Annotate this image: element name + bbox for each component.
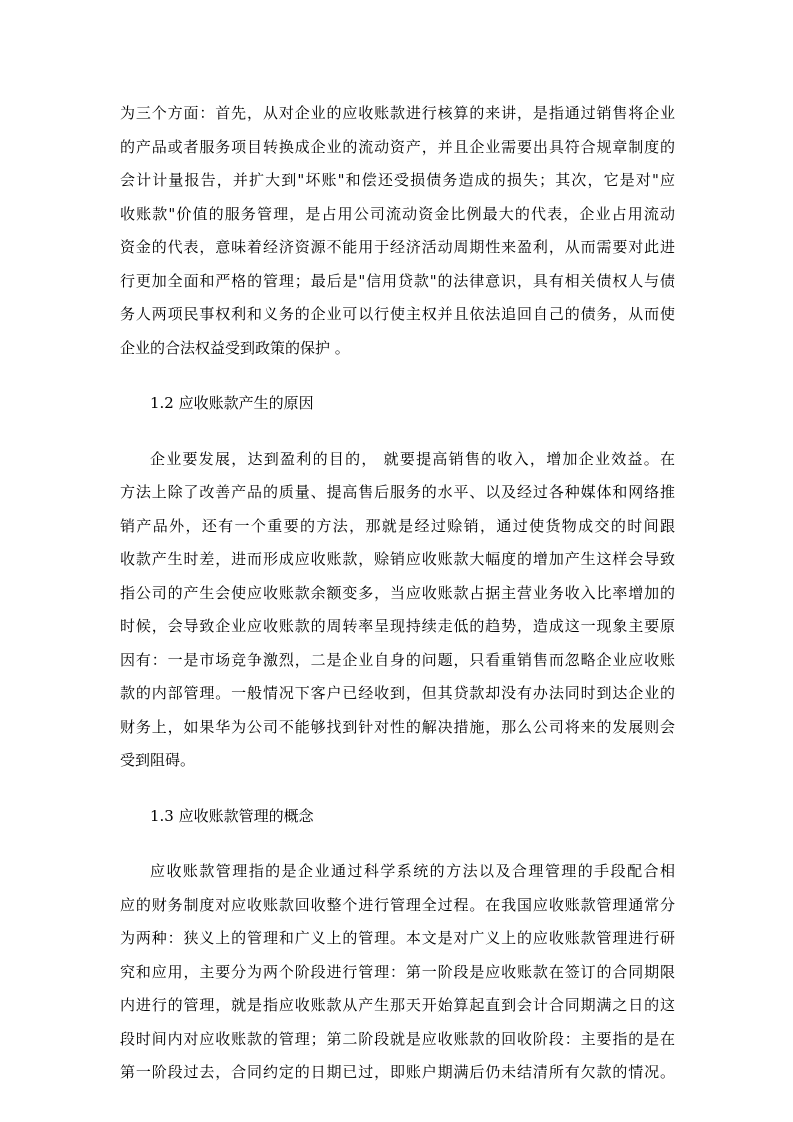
spacer [120, 833, 675, 855]
text-line: 销产品外，还有一个重要的方法，那就是经过赊销，通过使货物成交的时间跟 [120, 516, 675, 535]
text-line: 会计计量报告，并扩大到"坏账"和偿还受损债务造成的损失；其次，它是对"应 [120, 171, 675, 189]
text-line: 内进行的管理，就是指应收账款从产生那天开始算起直到会计合同期满之日的这 [120, 996, 675, 1014]
text-line: 方法上除了改善产品的质量、提高售后服务的水平、以及经过各种媒体和网络推 [120, 483, 675, 501]
spacer [120, 421, 675, 443]
document-page [120, 97, 675, 1090]
text-line: 款的内部管理。一般情况下客户已经收到，但其贷款却没有办法同时到达企业的 [120, 684, 675, 702]
text-line: 应收账款管理指的是企业通过科学系统的方法以及合理管理的手段配合相 [150, 862, 675, 880]
text-line: 行更加全面和严格的管理；最后是"信用贷款"的法律意识，具有相关债权人与债 [120, 271, 675, 290]
text-line: 务人两项民事权利和义务的企业可以行使主权并且依法追回自己的债务，从而使 [120, 305, 675, 323]
text-line: 为三个方面：首先，从对企业的应收账款进行核算的来讲，是指通过销售将企业 [120, 104, 675, 122]
paragraph [120, 443, 675, 778]
text-line: 收款产生时差，进而形成应收账款，赊销应收账款大幅度的增加产生这样会导致 [120, 550, 675, 568]
text-line: 指公司的产生会使应收账款余额变多，当应收账款占据主营业务收入比率增加的 [120, 583, 675, 602]
text-line: 时候，会导致企业应收账款的周转率呈现持续走低的趋势，造成这一现象主要原 [120, 617, 675, 635]
text-line: 为两种：狭义上的管理和广义上的管理。本文是对广义上的应收账款管理进行研 [120, 929, 675, 947]
spacer [120, 365, 675, 387]
text-line: 企业的合法权益受到政策的保护 。 [120, 338, 350, 357]
text-line: 财务上，如果华为公司不能够找到针对性的解决措施，那么公司将来的发展则会 [120, 717, 675, 736]
text-line: 因有：一是市场竞争激烈，二是企业自身的问题，只看重销售而忽略企业应收账 [120, 650, 675, 669]
paragraph [120, 855, 675, 1090]
text-line: 收账款"价值的服务管理，是占用公司流动资金比例最大的代表，企业占用流动 [120, 204, 675, 223]
text-line: 段时间内对应收账款的管理；第二阶段就是应收账款的回收阶段：主要指的是在 [120, 1029, 675, 1048]
text-line: 应的财务制度对应收账款回收整个进行管理全过程。在我国应收账款管理通常分 [120, 895, 675, 914]
text-line: 究和应用，主要分为两个阶段进行管理：第一阶段是应收账款在签订的合同期限 [120, 962, 675, 981]
text-line: 第一阶段过去，合同约定的日期已过，即账户期满后仍未结清所有欠款的情况。 [120, 1063, 675, 1081]
spacer [120, 778, 675, 800]
section-heading: 1.2 应收账款产生的原因 [150, 394, 314, 412]
paragraph [120, 97, 675, 365]
text-line: 的产品或者服务项目转换成企业的流动资产，并且企业需要出具符合规章制度的 [120, 137, 675, 156]
section-heading: 1.3 应收账款管理的概念 [150, 806, 314, 825]
text-line: 受到阻碍。 [120, 751, 196, 769]
text-line: 企业要发展，达到盈利的目的， 就要提高销售的收入，增加企业效益。在 [150, 449, 675, 468]
text-line: 资金的代表，意味着经济资源不能用于经济活动周期性来盈利，从而需要对此进 [120, 238, 675, 256]
